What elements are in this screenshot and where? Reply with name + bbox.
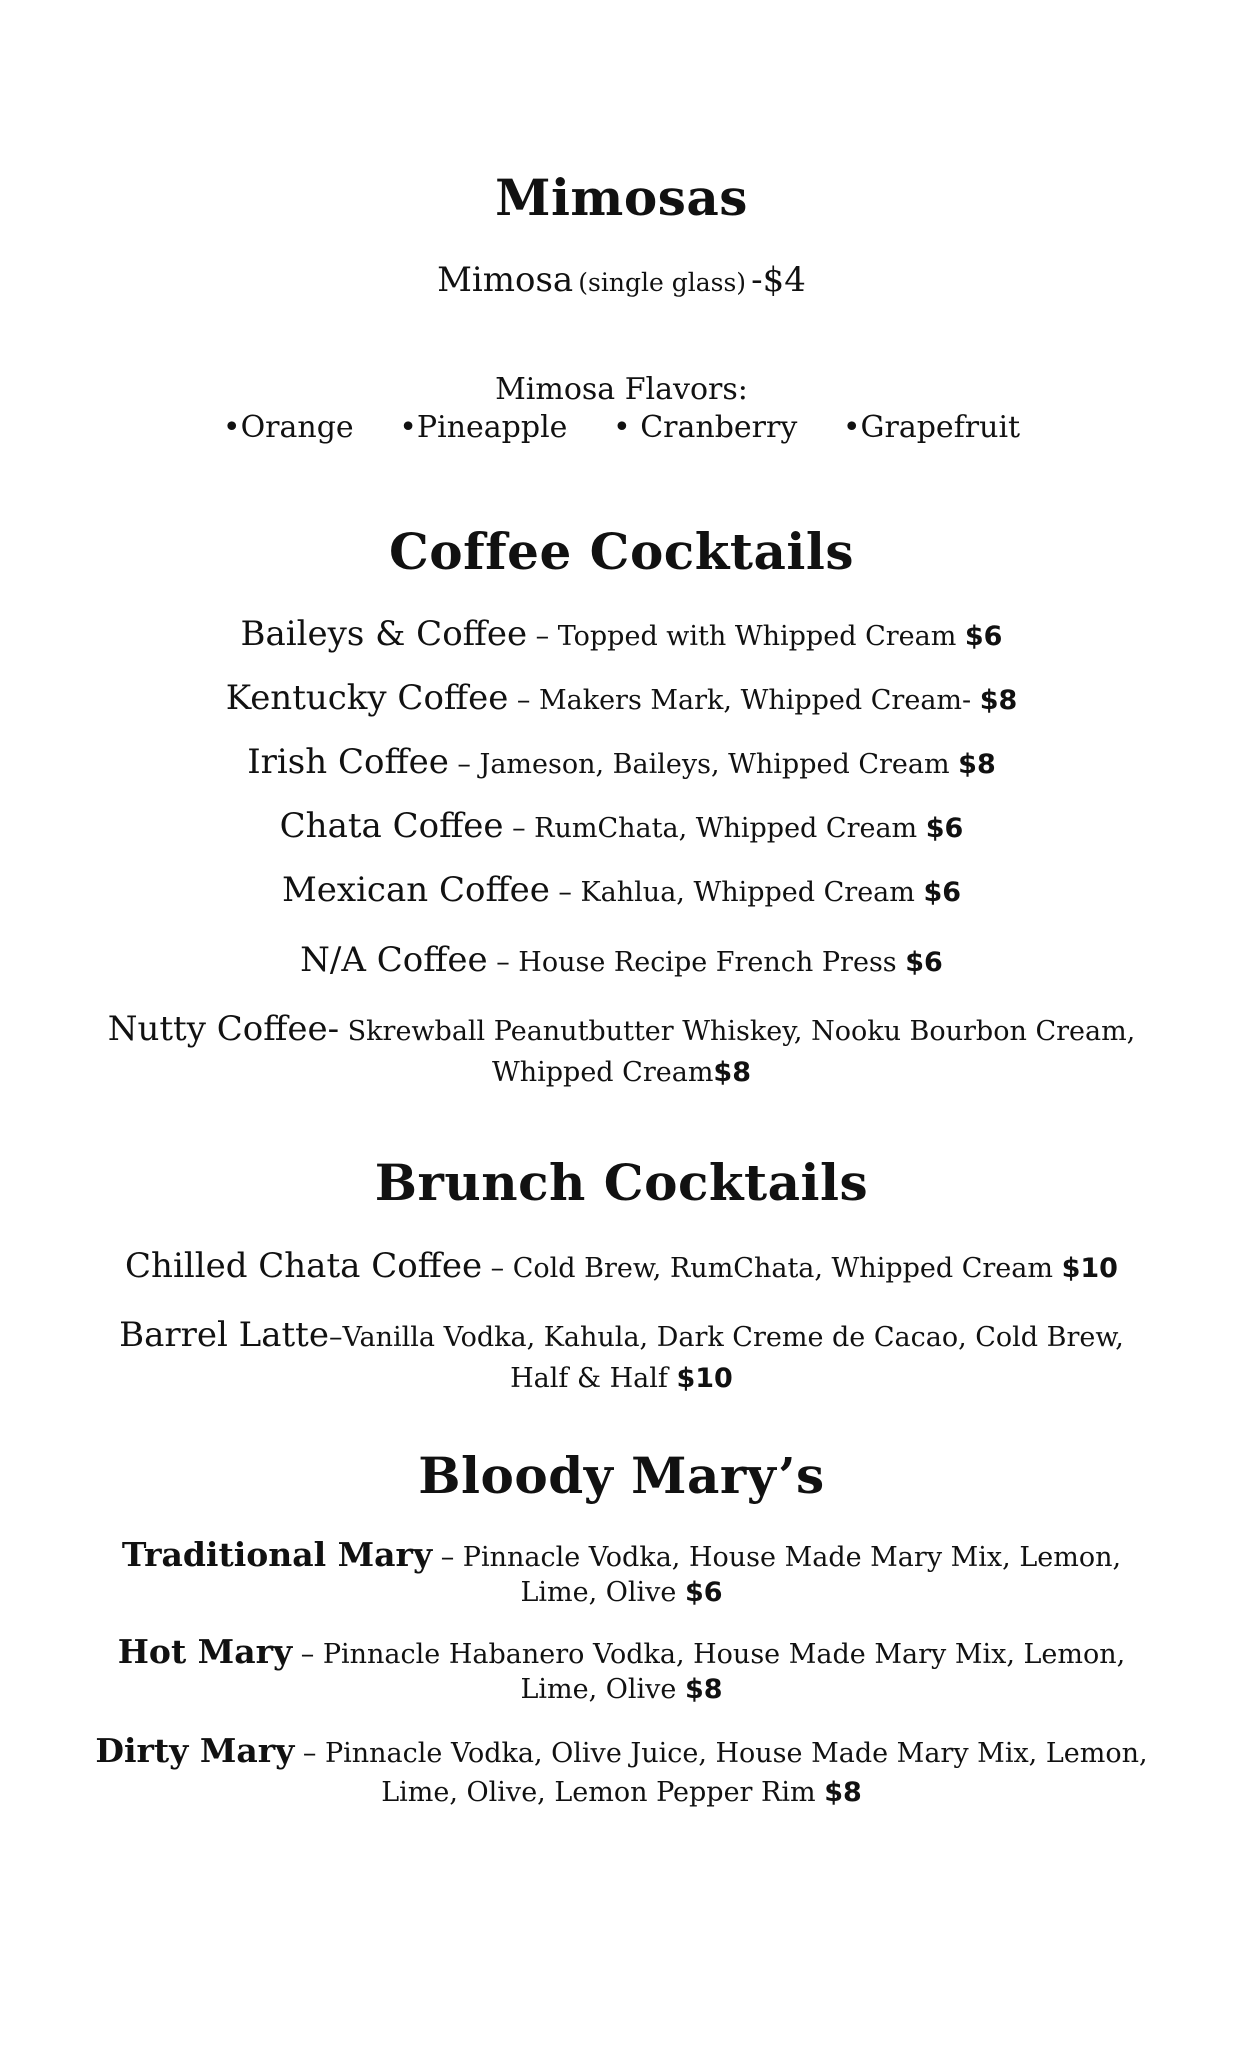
- menu-item: [40, 740, 1203, 784]
- item-price: $8: [979, 685, 1018, 716]
- section-title-bloody: Bloody Mary’s: [418, 1446, 825, 1505]
- item-name: Mimosa: [437, 260, 574, 300]
- mimosa-flavors-list: [40, 408, 1203, 447]
- item-price: $8: [958, 749, 996, 780]
- menu-item: [40, 804, 1203, 848]
- menu-item: [90, 1312, 1153, 1397]
- section-title-brunch: Brunch Cocktails: [374, 1153, 869, 1212]
- menu-item: [70, 1728, 1173, 1812]
- menu-item: [90, 1006, 1153, 1091]
- item-name: Chata Coffee: [279, 806, 504, 846]
- item-name: N/A Coffee: [300, 940, 488, 980]
- menu-item: [40, 1244, 1203, 1288]
- item-desc: – Pinnacle Vodka, House Made Mary Mix, Lemon, Lime, Olive: [432, 1542, 1122, 1609]
- flavor-item: •Orange: [222, 410, 354, 445]
- flavor-item: •Grapefruit: [842, 410, 1021, 445]
- flavors-label: Mimosa Flavors:: [495, 372, 748, 407]
- mimosa-item: [40, 258, 1203, 302]
- item-note: (single glass): [578, 268, 747, 297]
- item-name: Nutty Coffee-: [107, 1009, 340, 1049]
- item-name: Baileys & Coffee: [240, 614, 528, 654]
- item-price: $6: [964, 621, 1003, 652]
- item-price: $10: [1061, 1253, 1118, 1284]
- item-name: Hot Mary: [117, 1632, 293, 1671]
- menu-item: [40, 938, 1203, 982]
- item-price: $6: [923, 877, 962, 908]
- item-desc: – Cold Brew, RumChata, Whipped Cream: [482, 1253, 1062, 1284]
- menu-item: [40, 868, 1203, 912]
- flavor-item: •Pineapple: [399, 410, 568, 445]
- brunch-section: [40, 1153, 1203, 1212]
- item-name: Dirty Mary: [95, 1731, 295, 1770]
- item-price: $8: [824, 1777, 862, 1809]
- item-price: $10: [676, 1362, 733, 1394]
- section-title-mimosas: Mimosas: [495, 168, 748, 227]
- item-price: $8: [713, 1056, 751, 1088]
- mimosas-section: [40, 168, 1203, 227]
- item-name: Mexican Coffee: [281, 870, 550, 910]
- item-desc: – Pinnacle Habanero Vodka, House Made Mary Mix, Lemon, Lime, Olive: [292, 1639, 1126, 1706]
- mimosa-flavors-label: [40, 370, 1203, 409]
- item-name: Kentucky Coffee: [225, 678, 509, 718]
- item-price: $6: [684, 1577, 723, 1609]
- menu-item: [100, 1534, 1143, 1611]
- coffee-section: [40, 522, 1203, 581]
- item-desc: – Kahlua, Whipped Cream: [549, 877, 924, 908]
- item-name: Barrel Latte: [119, 1315, 329, 1355]
- item-desc: – Makers Mark, Whipped Cream-: [508, 685, 980, 716]
- item-name: Chilled Chata Coffee: [125, 1246, 483, 1286]
- item-price: $6: [905, 947, 943, 978]
- item-desc: Skrewball Peanutbutter Whiskey, Nooku Bourbon Cream, Whipped Cream: [339, 1016, 1136, 1088]
- item-name: Traditional Mary: [121, 1535, 433, 1574]
- item-price: $6: [925, 813, 964, 844]
- bloody-section: [40, 1446, 1203, 1505]
- item-desc: – Pinnacle Vodka, Olive Juice, House Made Mary Mix, Lemon, Lime, Olive, Lemon Pepper Rim: [294, 1738, 1148, 1809]
- item-desc: –Vanilla Vodka, Kahula, Dark Creme de Cacao, Cold Brew, Half & Half: [328, 1322, 1124, 1394]
- flavor-item: • Cranberry: [612, 410, 798, 445]
- item-desc: – RumChata, Whipped Cream: [503, 813, 926, 844]
- menu-item: [40, 676, 1203, 720]
- section-title-coffee: Coffee Cocktails: [388, 522, 855, 581]
- item-price: -$4: [751, 260, 806, 300]
- item-price: $8: [684, 1674, 723, 1706]
- item-desc: – Jameson, Baileys, Whipped Cream: [448, 749, 959, 780]
- menu-item: [40, 612, 1203, 656]
- item-desc: – Topped with Whipped Cream: [527, 621, 965, 652]
- menu-item: [100, 1631, 1143, 1708]
- item-name: Irish Coffee: [247, 742, 449, 782]
- item-desc: – House Recipe French Press: [487, 947, 906, 978]
